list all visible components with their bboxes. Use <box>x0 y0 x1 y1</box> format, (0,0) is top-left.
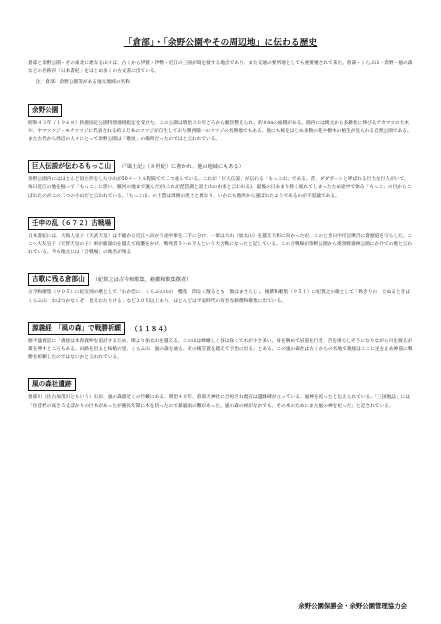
section-heading-year: （１１８４） <box>131 325 171 334</box>
section-text: 古今和歌集（９０５）に紀友則の歌として「わか恋に くらふの山の 櫻花 間なく散るとも 数はまさらじ」、後撰和歌集（９５１）に紀貫之の歌として「秋きりの 立ぬるときは くらふ山 おぼつかなくぞ 見えわたりける」など２０句以上あり、ほとんどは平安時代の有名な勅撰和歌集に出ている。 <box>28 290 415 304</box>
section-text: 日本書紀には、大海人皇子（天武天皇）は不破から近江へ向かう途中軍を二手に分け、一軍は大山（加太山）を越え大和に向かったが、このとき日中臣足摩呂に倉歴道を守らした。ここへ大友皇子（天智天皇の子）軍が鹿深山を越えて夜襲をかけ、戦死者５～６千人という大合戦になったと記している。この合戦場が余野公園から奥余野森林公園にかけての地と云われている。今も地元には「合戦場」の地名が残る <box>28 233 413 256</box>
section-heading-label: 巨人伝説が伝わるもっこ山 <box>28 160 115 173</box>
section-text: 源平盛衰記に「義経は木曽義仲を追討するため、関より加太山を越える。この山は峰嶮しく谷は探くて水が小さ多い。身を倒めて岩道を行き、舌を滑らしそうになりながら川を渡るが菓を伸すところもある。山路を出ると柘植の里、くらふ山 風の森を通る。その後笠置を越えて宇治に出る」とある。この風の森社は古くからの名地で義経はここに足を止め神前に戦勝を祈願したのではないかと云われている。 <box>28 338 413 361</box>
section-heading-sub: （紀貫之は古今和歌集、勅撰和歌集撰者） <box>92 277 192 284</box>
intro-text: 倉部と余野公園・その東北に連なる山々は、古くから伊賀・伊勢・近江の三国が境を接する地点であり、また交通の要所地としても重要視されて来た。倉部・くらぶ山・余野・風の森などの名称が「日本書紀」をはじめ多くの古文書に出ている。 <box>28 61 413 75</box>
intro-block <box>28 60 413 88</box>
intro-note: 注 倉部：余野公園等がある地元地域の名称 <box>36 80 130 86</box>
section-heading <box>28 104 413 117</box>
section-heading-label: 風の森社遺跡 <box>28 378 76 391</box>
section-heading <box>28 273 413 286</box>
section-heading-label: 壬申の乱（６７２）古戦場 <box>28 217 115 230</box>
section-heading <box>28 322 413 335</box>
footer-organization: 余野公園保勝会・余野公園管理協力会 <box>298 602 407 610</box>
section-text: 余野公園内にはほとんど似た形をした小山が50メートル程隔てて二つ並んでいる。これが「巨人伝説」が伝わる「もっこ山」である。昔、ダダボーシと呼ばれる巨大な巨人がいて、毎日近江の地を掘って「もっこ」に担い、駿河の地まで運んだが(これが琵琶湖と富士山の由来と云われる)、最後の日あまり狭く疲れてしまったため途中で休み「もっこ」の目からこぼれたのがこの二つの小山だと云われている。「もっこ山」の土質は周囲の黒土と異なり、いかにも他所から運ばれたようであるのが不思議である。 <box>28 177 412 199</box>
section-jinshin-war <box>28 217 413 258</box>
section-yono-park <box>28 104 413 145</box>
section-heading <box>28 378 413 391</box>
section-heading-label: 古歌に残る倉部山 <box>28 273 89 286</box>
page-title-text: 「倉部」・「余野公園やその周辺地」に伝わる歴史 <box>123 38 318 48</box>
section-heading-label: 源義経 「風の森」で戦勝祈願 <box>28 322 125 335</box>
section-kaze-no-mori-ruins <box>28 378 413 410</box>
section-yoshitsune <box>28 322 413 363</box>
section-kurabu-yama-poems <box>28 273 413 305</box>
section-heading-label: 余野公園 <box>28 104 62 117</box>
section-text: 昭和４３年（１９６８）鈴鹿国定公園特別地域指定を受けた。この公園は明治３０年ごろから順次整えられ、約８haの面積がある。園内には桃元から多耕状に伸びるアカマツの大木や、ヤマツツジ・モチツツジに代表される約２万本のツツジが自生しており関西随一のツツジの名勝地でもある。他にも桜をはじめ多数の花や樹木の植生が見られる自然公園である。また古代から周辺の人々にとって余野公園は「歌垣」の場所だったのではと云われている。 <box>28 120 412 143</box>
section-heading <box>28 217 413 230</box>
page-title <box>28 36 413 48</box>
section-text: 倉部川（住古加茂川ともいう）右岸、風の森溜近くの竹藪にある。明治４０年、倉部天神社に合祀され現在は遺跡碑が立っている。風神を祀ったと伝えられている。「三国地誌」には「住昔杉の高さ５丈ばかりの巨木があったが慶長年間に木を切ったので暴風雨の難があった。風の森の祠がなかでも、その木のためにまた風の神を祀った」と記されている。 <box>28 395 411 409</box>
section-heading-sub: （『風土記』（８世紀）に書かれ、他の地域にもある） <box>119 164 244 171</box>
section-heading <box>28 160 413 173</box>
section-mokko-yama <box>28 160 413 201</box>
